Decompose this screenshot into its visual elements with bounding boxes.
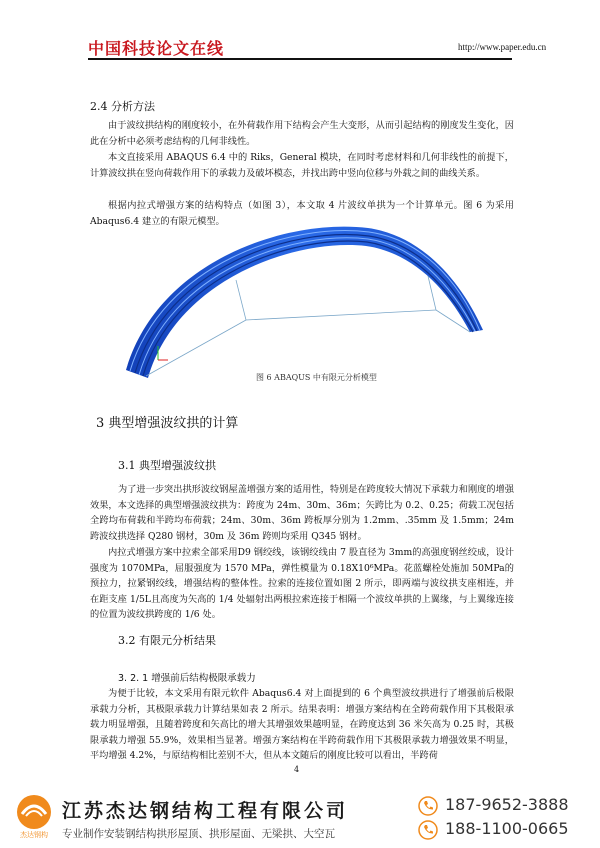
page-number: 4 [294, 765, 300, 774]
section-2-4-para-2: 本文直接采用 ABAQUS 6.4 中的 Riks，General 模块，在同时考虑材料和几何非线性的前提下，计算波纹拱在竖向荷载作用下的承载力及破坏模态，并找出跨中竖向位移与外载之间的曲线关系。 [90, 152, 514, 179]
journal-logo: 中国科技论文在线 [88, 39, 225, 58]
badge-caption: 杰达钢构 [20, 831, 48, 839]
section-3-1-para-2: 内拉式增强方案中拉索全部采用D9 钢绞线，该钢绞线由 7 股直径为 3mm的高强度钢丝绞成，设计强度为 1070MPa，屈服强度为 1570 MPa，弹性模量为 0.18X10⁶MPa。花蓝螺栓处施加 50MPa的预拉力，拉紧钢绞线，增强结构的整体性。拉索的连接位置如图 2 所示，即两端与波纹拱支座相连，并在距支座 1/5L且高度为矢高的 1/4 处辐射出两根拉索连接于相隔一个波纹单拱的上翼缘，与上翼缘连接的位置为波纹拱跨度的 1/6 处。 [90, 547, 514, 621]
section-3-2-1-title: 3. 2. 1 增强前后结构极限承载力 [118, 673, 256, 684]
section-2-4-para-3: 根据内拉式增强方案的结构特点（如图 3），本文取 4 片波纹单拱为一个计算单元。图 6 为采用 Abaqus6.4 建立的有限元模型。 [90, 200, 514, 227]
phone-icon-2 [418, 820, 438, 844]
section-3-1-para-1: 为了进一步突出拱形波纹钢屋盖增强方案的适用性，特别是在跨度较大情况下承载力和刚度的增强效果，本文选择的典型增强波纹拱为：跨度为 24m、30m、36m；矢跨比为 0.2、0.25；荷载工况包括全跨均布荷载和半跨均布荷载；24m、30m、36m 跨板厚分别为 1.2mm、.35mm 及 1.5mm；24m 跨波纹拱选择 Q280 钢材，30m 及 36m 跨则均采用 Q345 钢材。 [90, 484, 514, 542]
company-badge-logo [12, 792, 56, 839]
section-3-title: 3 典型增强波纹拱的计算 [96, 416, 239, 431]
header-rule [88, 58, 512, 60]
section-2-4-title: 2.4 分析方法 [90, 100, 155, 113]
section-3-1-title: 3.1 典型增强波纹拱 [118, 459, 216, 472]
figure-6-caption: 图 6 ABAQUS 中有限元分析模型 [256, 373, 377, 382]
section-3-2-1-para-1: 为便于比较，本文采用有限元软件 Abaqus6.4 对上面提到的 6 个典型波纹拱进行了增强前后极限承载力分析，其极限承载力计算结果如表 2 所示。结果表明：增强方案结构在全跨荷载作用下其极限承载力明显增强，且随着跨度和矢高比的增大其增强效果越明显，在跨度达到 36 米矢高为 0.25 时，其极限承载力增强 55.9%，效果相当显著。增强方案结构在半跨荷载作用下其极限承载力增强效果不明显，平均增强 4.2%，与原结构相比差别不大，但从本文随后的刚度比较可以看出，半跨荷 [90, 688, 514, 762]
company-name: 江苏杰达钢结构工程有限公司 [62, 800, 349, 822]
phone-number-1[interactable]: 187-9652-3888 [445, 795, 569, 814]
section-3-2-title: 3.2 有限元分析结果 [118, 634, 216, 647]
header-url[interactable]: http://www.paper.edu.cn [458, 42, 547, 52]
company-services: 专业制作安装钢结构拱形屋顶、拱形屋面、无梁拱、大空瓦 [62, 828, 335, 840]
figure-6-fem-model [118, 220, 488, 385]
section-2-4-para-1: 由于波纹拱结构的刚度较小，在外荷载作用下结构会产生大变形，从而引起结构的刚度发生变化，因此在分析中必须考虑结构的几何非线性。 [90, 120, 514, 147]
phone-icon-1 [418, 796, 438, 820]
phone-number-2[interactable]: 188-1100-0665 [445, 819, 569, 838]
